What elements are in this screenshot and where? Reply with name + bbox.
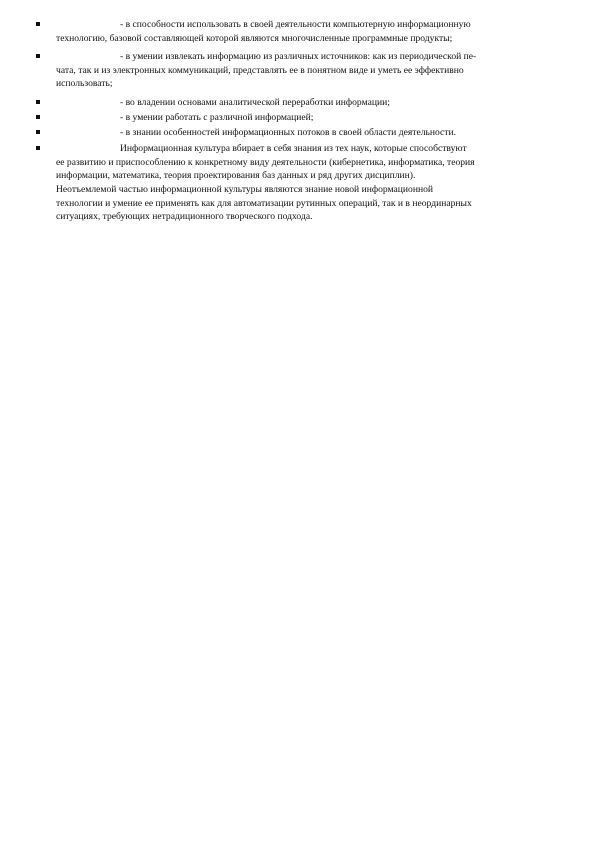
bullet-icon	[36, 54, 40, 58]
list-item-line: Информационная культура вбирает в себя знания из тех наук, которые способствуют	[120, 143, 467, 154]
bullet-icon	[36, 130, 40, 134]
paragraph-line: Неотъемлемой частью информационной культуры являются знание новой информационной	[56, 184, 434, 195]
paragraph-line: ситуациях, требующих нетрадиционного творческого подхода.	[56, 211, 313, 223]
list-item-line: - в способности использовать в своей деятельности компьютерную информационную	[120, 19, 471, 30]
list-item-line: ее развитию и приспособлению к конкретному виду деятельности (кибернетика, информатика, теория	[56, 156, 475, 168]
list-item-line: - в знании особенностей информационных потоков в своей области деятельности.	[120, 127, 457, 138]
list-item-line: информации, математика, теория проектирования баз данных и ряд других дисциплин).	[56, 170, 416, 182]
list-item-line: чата, так и из электронных коммуникаций, представлять ее в понятном виде и уметь ее эффективно	[56, 64, 464, 76]
list-item-line: технологию, базовой составляющей которой являются многочисленные программные продукты;	[56, 32, 453, 44]
paragraph-line: технологии и умение ее применять как для автоматизации рутинных операций, так и в неординарных	[56, 197, 472, 209]
bullet-icon	[36, 115, 40, 119]
list-item-line: использовать;	[56, 78, 113, 90]
list-item-line: - во владении основами аналитической переработки информации;	[120, 97, 390, 108]
list-item-line: - в умении извлекать информацию из различных источников: как из периодической пе-	[120, 51, 477, 62]
bullet-icon	[36, 22, 40, 26]
bullet-icon	[36, 146, 40, 150]
body-paragraph	[56, 183, 566, 224]
bullet-icon	[36, 100, 40, 104]
list-item-line: - в умении работать с различной информацией;	[120, 112, 314, 123]
